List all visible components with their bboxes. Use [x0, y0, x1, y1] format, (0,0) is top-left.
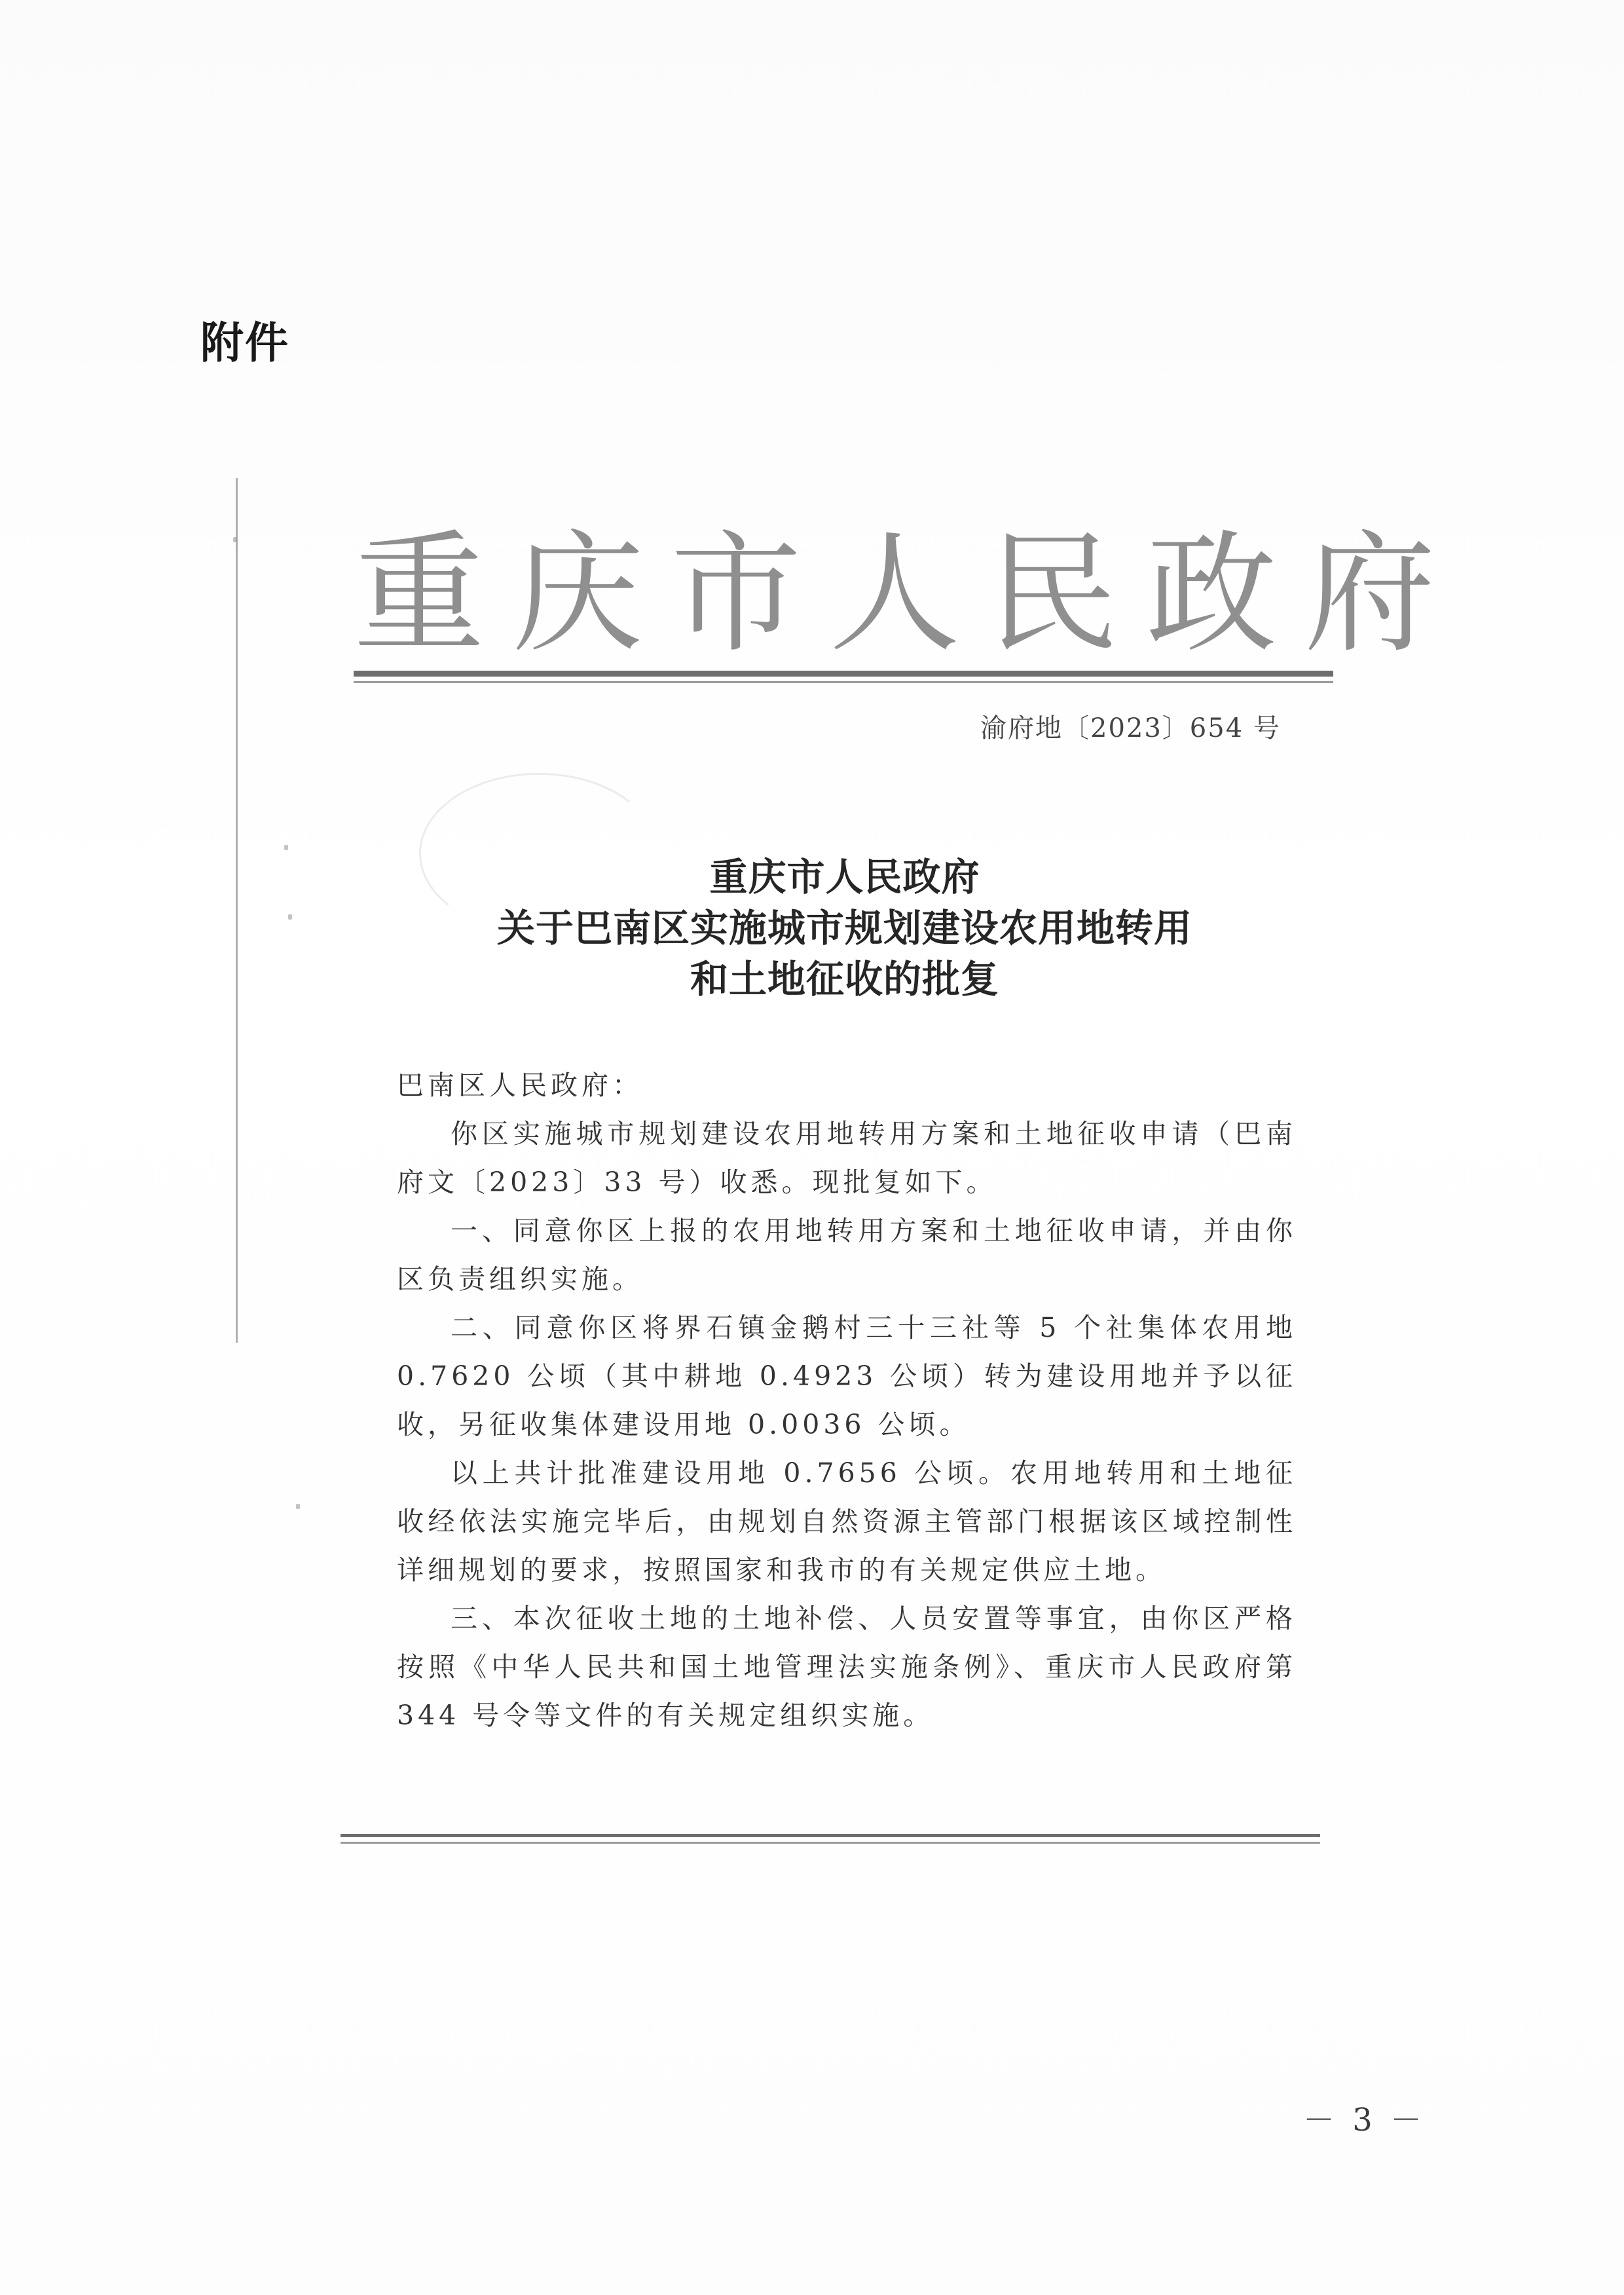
- document-number: 渝府地〔2023〕654 号: [980, 713, 1281, 743]
- document-body: [397, 1061, 1297, 1740]
- page-number: － 3 －: [1303, 2102, 1426, 2138]
- title-line-1: 重庆市人民政府: [709, 855, 980, 899]
- attachment-label: 附件: [200, 318, 289, 368]
- body-paragraph: 二、同意你区将界石镇金鹅村三十三社等 5 个社集体农用地 0.7620 公顷（其中耕地 0.4923 公顷）转为建设用地并予以征收，另征收集体建设用地 0.0036 公顷。: [397, 1312, 1297, 1440]
- scan-speck: [288, 914, 292, 920]
- body-paragraph: 一、同意你区上报的农用地转用方案和土地征收申请，并由你区负责组织实施。: [397, 1215, 1297, 1295]
- salutation: 巴南区人民政府：: [397, 1070, 643, 1101]
- header-divider-thick: [354, 671, 1333, 677]
- title-line-2: 关于巴南区实施城市规划建设农用地转用: [496, 906, 1192, 950]
- scan-edge-line: [236, 478, 238, 1343]
- footer-divider-thin: [341, 1842, 1320, 1844]
- scan-speck: [284, 845, 288, 850]
- header-divider-thin: [354, 681, 1333, 683]
- body-paragraph: 三、本次征收土地的土地补偿、人员安置等事宜，由你区严格按照《中华人民共和国土地管理法实施条例》、重庆市人民政府第 344 号令等文件的有关规定组织实施。: [397, 1603, 1297, 1731]
- footer-divider-thick: [341, 1834, 1320, 1837]
- issuing-authority-header: 重庆市人民政府: [354, 518, 1464, 671]
- body-paragraph: 你区实施城市规划建设农用地转用方案和土地征收申请（巴南府文〔2023〕33 号）收悉。现批复如下。: [397, 1118, 1297, 1198]
- title-line-3: 和土地征收的批复: [690, 957, 999, 1001]
- scan-speck: [233, 537, 237, 542]
- scan-speck: [296, 1504, 300, 1509]
- document-title: [367, 851, 1323, 1005]
- body-paragraph: 以上共计批准建设用地 0.7656 公顷。农用地转用和土地征收经依法实施完毕后，由规划自然资源主管部门根据该区域控制性详细规划的要求，按照国家和我市的有关规定供应土地。: [397, 1457, 1297, 1586]
